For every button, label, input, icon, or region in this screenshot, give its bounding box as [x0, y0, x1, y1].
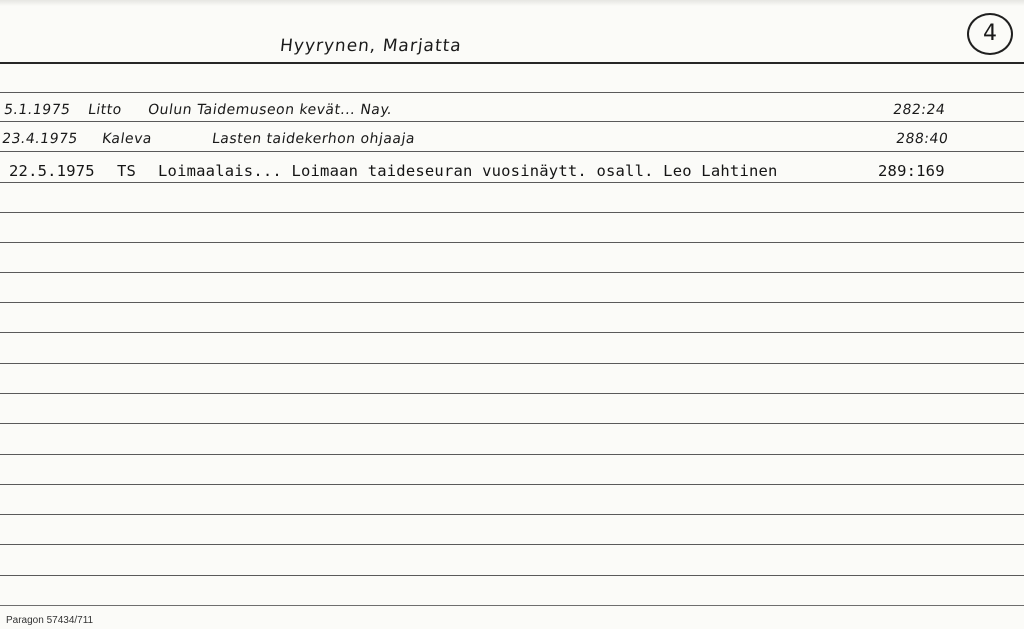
ruled-line — [0, 332, 1024, 333]
entry-row — [0, 100, 1024, 122]
entry-date: 5.1.1975 — [2, 102, 72, 118]
entry-paper: Litto — [86, 102, 123, 118]
entry-ref: 288:40 — [894, 131, 950, 147]
heading-rule — [0, 62, 1024, 64]
entry-ref: 282:24 — [891, 102, 947, 118]
ruled-line — [0, 544, 1024, 545]
entry-title: Oulun Taidemuseon kevät... Nay. — [146, 102, 394, 118]
ruled-line — [0, 454, 1024, 455]
entry-row — [0, 129, 1024, 151]
entry-title: Lasten taidekerhon ohjaaja — [210, 131, 417, 147]
ruled-line — [0, 272, 1024, 273]
entry-paper: Kaleva — [100, 131, 154, 147]
printer-mark: Paragon 57434/711 — [6, 615, 94, 626]
ruled-line — [0, 363, 1024, 364]
card-name-heading: Hyyrynen, Marjatta — [278, 36, 463, 56]
entry-date: 22.5.1975 — [9, 162, 95, 180]
ruled-line — [0, 151, 1024, 152]
ruled-line — [0, 92, 1024, 93]
entry-row — [0, 161, 1024, 183]
entry-title: Loimaalais... Loimaan taideseuran vuosinäytt. osall. Leo Lahtinen — [158, 162, 778, 180]
ruled-line — [0, 242, 1024, 243]
ruled-line — [0, 484, 1024, 485]
ruled-line — [0, 575, 1024, 576]
entry-date: 23.4.1975 — [0, 131, 79, 147]
entry-ref: 289:169 — [878, 162, 945, 180]
scan-edge — [0, 0, 1024, 6]
ruled-line — [0, 514, 1024, 515]
ruled-line — [0, 423, 1024, 424]
ruled-line — [0, 605, 1024, 606]
ruled-line — [0, 212, 1024, 213]
ruled-line — [0, 393, 1024, 394]
card-number-circle: 4 — [967, 13, 1013, 55]
entry-paper: TS — [117, 162, 137, 180]
ruled-line — [0, 302, 1024, 303]
